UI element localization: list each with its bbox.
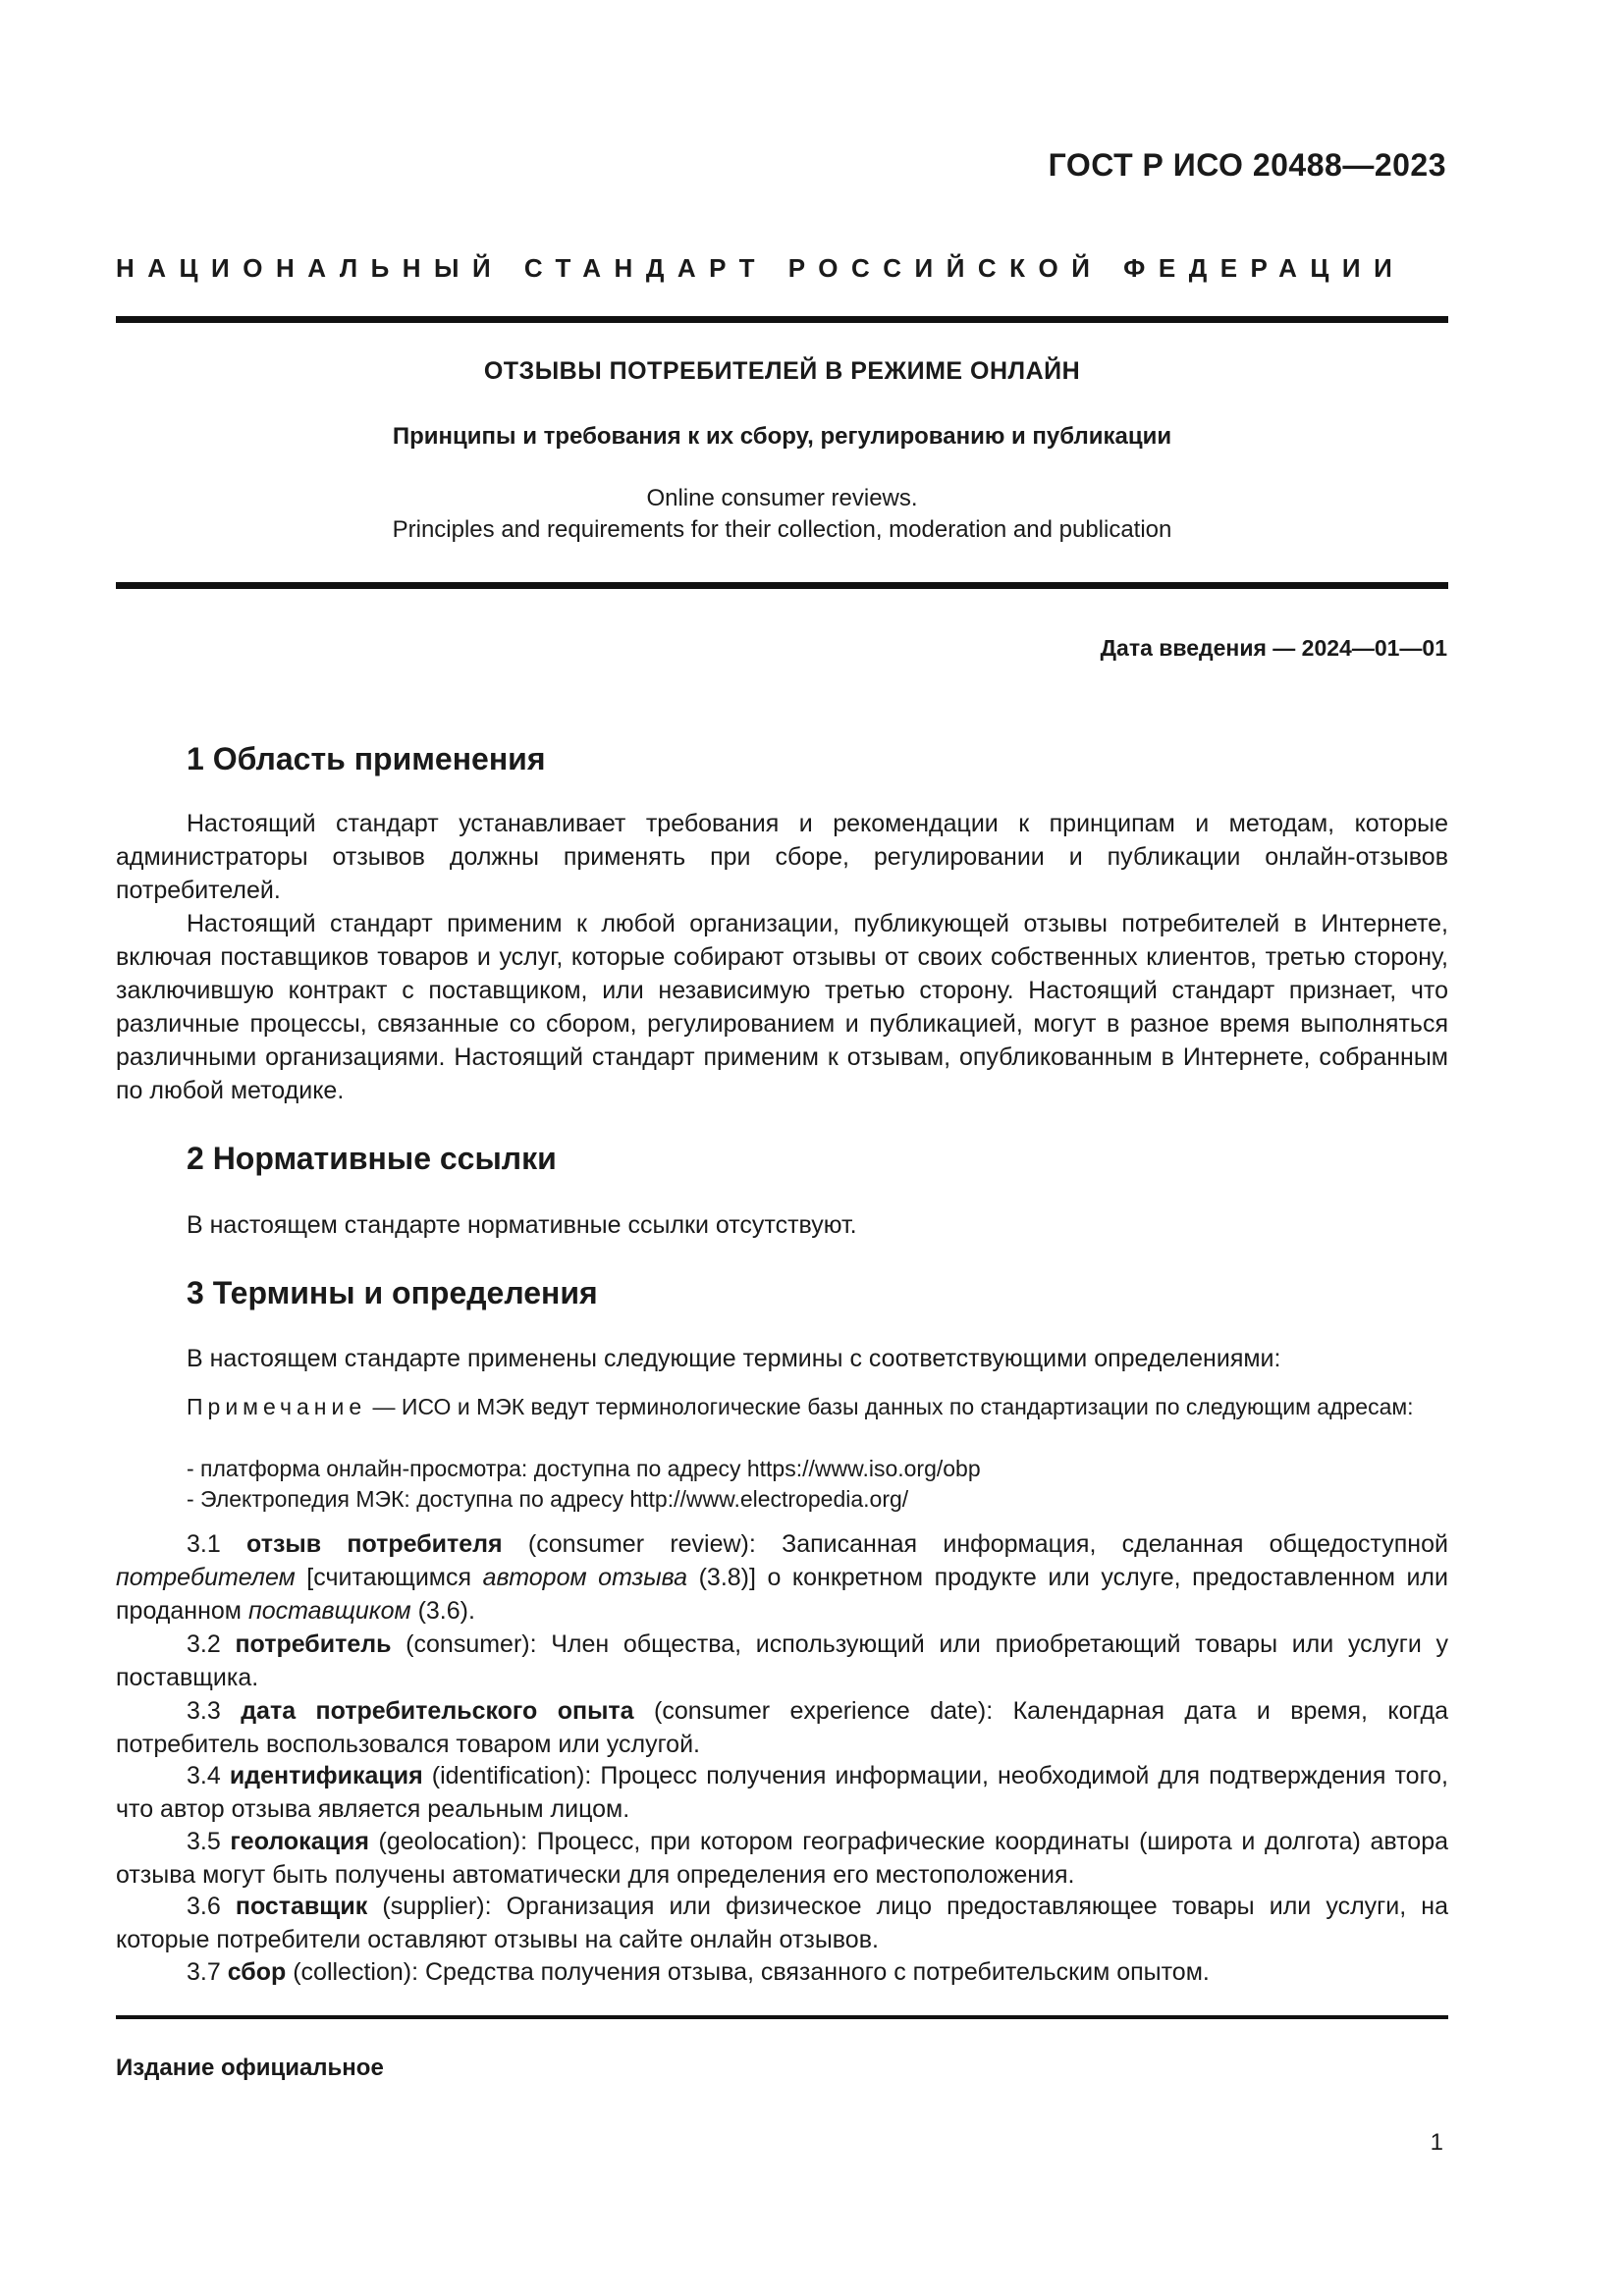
term-number: 3.6 — [187, 1893, 236, 1920]
english-title-line-1: Online consumer reviews. — [646, 485, 918, 511]
note-text: — ИСО и МЭК ведут терминологические базы данных по стандартизации по следующим адресам: — [366, 1394, 1414, 1419]
term-name: потребитель — [235, 1630, 392, 1658]
term-definition: Организация или физическое лицо предоставляющее товары или услуги, на которые потребители оставляют отзывы на сайте онлайн отзывов. — [116, 1893, 1448, 1953]
note-bullet-iso: - платформа онлайн-просмотра: доступна по адресу https://www.iso.org/obp — [187, 1456, 981, 1481]
term-3-5 — [116, 1825, 1448, 1892]
term-name: сбор — [227, 1958, 287, 1986]
term-definition: Процесс, при котором географические координаты (широта и долгота) автора отзыва могут быть получены автоматически для определения его местоположения. — [116, 1828, 1448, 1889]
term-number: 3.1 — [187, 1530, 247, 1558]
document-title: ОТЗЫВЫ ПОТРЕБИТЕЛЕЙ В РЕЖИМЕ ОНЛАЙН — [483, 357, 1081, 385]
term-definition: Процесс получения информации, необходимой для подтверждения того, что автор отзыва является реальным лицом. — [116, 1762, 1449, 1823]
document-number: ГОСТ Р ИСО 20488—2023 — [1048, 147, 1446, 183]
term-english: (supplier): — [367, 1893, 507, 1920]
term-name: идентификация — [229, 1762, 423, 1789]
note-bullet-iec: - Электропедия МЭК: доступна по адресу http://www.electropedia.org/ — [187, 1486, 909, 1512]
page-number: 1 — [1430, 2129, 1443, 2156]
term-3-1 — [116, 1527, 1448, 1628]
term-reference: потребителем — [116, 1564, 296, 1591]
term-name: поставщик — [235, 1893, 368, 1920]
official-edition-label: Издание официальное — [116, 2055, 384, 2081]
footer-divider — [116, 2015, 1448, 2019]
term-definition: Записанная информация, сделанная общедоступной — [782, 1530, 1448, 1558]
term-3-3 — [116, 1694, 1448, 1761]
term-3-7 — [116, 1955, 1448, 1989]
term-english: (consumer experience date): — [633, 1697, 1013, 1725]
term-number: 3.4 — [187, 1762, 230, 1789]
section-2-paragraph: В настоящем стандарте нормативные ссылки отсутствуют. — [187, 1211, 857, 1239]
national-standard-banner: НАЦИОНАЛЬНЫЙ СТАНДАРТ РОССИЙСКОЙ ФЕДЕРАЦИИ — [116, 253, 1406, 283]
term-reference: автором отзыва — [482, 1564, 688, 1591]
section-3-heading: 3 Термины и определения — [187, 1275, 598, 1310]
term-reference: поставщиком — [247, 1597, 411, 1625]
term-definition: Средства получения отзыва, связанного с потребительским опытом. — [424, 1958, 1210, 1986]
term-english: (consumer): — [391, 1630, 552, 1658]
term-english: (identification): — [422, 1762, 601, 1789]
term-number: 3.3 — [187, 1697, 242, 1725]
term-3-4 — [116, 1759, 1448, 1826]
term-name: дата потребительского опыта — [241, 1697, 634, 1725]
term-number: 3.2 — [187, 1630, 236, 1658]
section-1-paragraph-2: Настоящий стандарт применим к любой организации, публикующей отзывы потребителей в Интернете, включая поставщиков товаров и услуг, которые собирают отзывы от своих собственных клиентов, третью сторону, заключившую контракт с поставщиком, или независимую третью сторону. Настоящий стандарт признает, что различные процессы, связанные со сбором, регулированием и публикацией, могут в разное время выполняться различными организациями. Настоящий стандарт применим к отзывам, опубликованным в Интернете, собранным по любой методике. — [116, 910, 1448, 1104]
note-label: Примечание — [187, 1394, 367, 1419]
section-3-paragraph: В настоящем стандарте применены следующие термины с соответствующими определениями: — [187, 1345, 1281, 1372]
section-1-paragraph-1: Настоящий стандарт устанавливает требования и рекомендации к принципам и методам, которые администраторы отзывов должны применять при сборе, регулировании и публикации онлайн-отзывов потребителей. — [116, 810, 1448, 904]
term-number: 3.7 — [187, 1958, 228, 1986]
term-english: (consumer review): — [502, 1530, 783, 1558]
term-definition: (3.8)] о конкретном продукте или услуге, предоставленном или проданном — [116, 1564, 1448, 1625]
term-number: 3.5 — [187, 1828, 231, 1855]
header-divider — [116, 316, 1448, 323]
term-3-6 — [116, 1890, 1448, 1956]
section-1-heading: 1 Область применения — [187, 741, 546, 776]
term-definition: Член общества, использующий или приобретающий товары или услуги у поставщика. — [116, 1630, 1448, 1691]
term-3-2 — [116, 1628, 1448, 1694]
section-2-heading: 2 Нормативные ссылки — [187, 1141, 557, 1176]
term-name: отзыв потребителя — [246, 1530, 503, 1558]
term-english: (collection): — [286, 1958, 425, 1986]
term-definition: Календарная дата и время, когда потребитель воспользовался товаром или услугой. — [116, 1697, 1449, 1758]
term-english: (geolocation): — [368, 1828, 537, 1855]
title-divider — [116, 582, 1448, 589]
term-definition: (3.6). — [410, 1597, 475, 1625]
document-subtitle: Принципы и требования к их сбору, регулированию и публикации — [392, 423, 1172, 450]
term-name: геолокация — [230, 1828, 369, 1855]
document-title-english — [116, 483, 1448, 546]
introduction-date: Дата введения — 2024—01—01 — [1100, 635, 1447, 661]
english-title-line-2: Principles and requirements for their collection, moderation and publication — [392, 516, 1172, 543]
term-definition: [считающимся — [295, 1564, 483, 1591]
terminology-note — [116, 1392, 1448, 1422]
